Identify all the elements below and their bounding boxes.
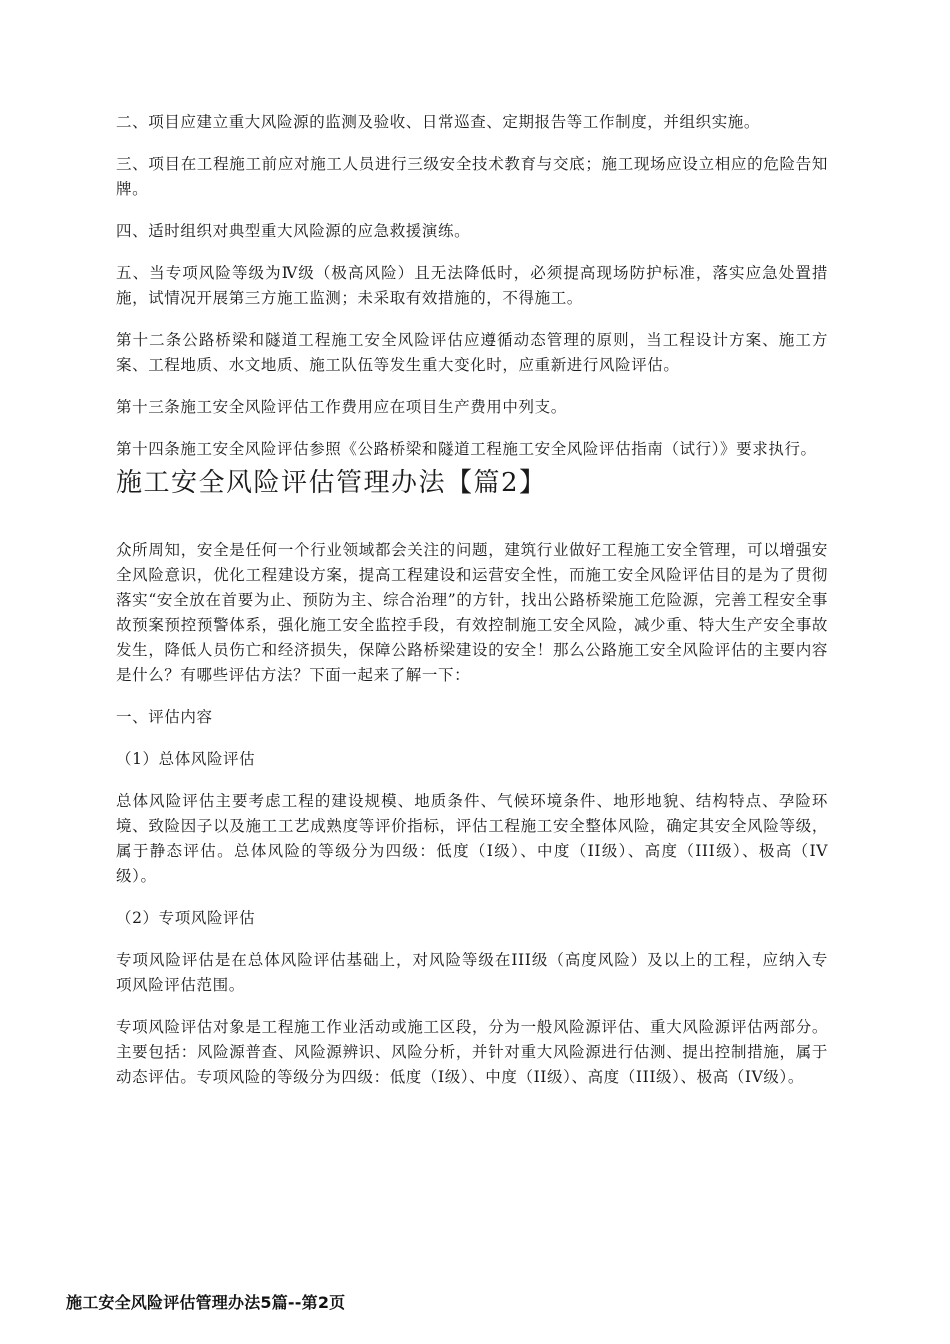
paragraph-overall-risk: 总体风险评估主要考虑工程的建设规模、地质条件、气候环境条件、地形地貌、结构特点、孕险环境、致险因子以及施工工艺成熟度等评价指标，评估工程施工安全整体风险，确定其安全风险等级，属于静态评估。总体风险的等级分为四级：低度（I级）、中度（II级）、高度（III级）、极高（IV级）。 (116, 792, 828, 885)
paragraph-article-12: 第十二条公路桥梁和隧道工程施工安全风险评估应遵循动态管理的原则，当工程设计方案、施工方案、工程地质、水文地质、施工队伍等发生重大变化时，应重新进行风险评估。 (116, 331, 828, 374)
paragraph-level-iv-risk: 五、当专项风险等级为Ⅳ级（极高风险）且无法降低时，必须提高现场防护标准，落实应急处置措施，试情况开展第三方施工监测；未采取有效措施的，不得施工。 (116, 264, 828, 307)
paragraph-introduction: 众所周知，安全是任何一个行业领域都会关注的问题，建筑行业做好工程施工安全管理，可以增强安全风险意识，优化工程建设方案，提高工程建设和运营安全性，而施工安全风险评估目的是为了贯彻落实“安全放在首要为止、预防为主、综合治理”的方针，找出公路桥梁施工危险源，完善工程安全事故预案预控预警体系，强化施工安全监控手段，有效控制施工安全风险，减少重、特大生产安全事故发生，降低人员伤亡和经济损失，保障公路桥梁建设的安全！那么公路施工安全风险评估的主要内容是什么？有哪些评估方法？下面一起来了解一下： (116, 541, 828, 684)
subheading-special-risk: （2）专项风险评估 (116, 909, 256, 927)
paragraph-article-14: 第十四条施工安全风险评估参照《公路桥梁和隧道工程施工安全风险评估指南（试行）》要求执行。 (116, 440, 817, 458)
subheading-assessment-content: 一、评估内容 (116, 708, 213, 726)
paragraph-emergency-drill: 四、适时组织对典型重大风险源的应急救援演练。 (116, 222, 471, 240)
section-heading: 施工安全风险评估管理办法【篇2】 (116, 468, 547, 498)
document-body (116, 110, 828, 1107)
paragraph-safety-education: 三、项目在工程施工前应对施工人员进行三级安全技术教育与交底；施工现场应设立相应的危险告知牌。 (116, 155, 828, 198)
paragraph-special-risk-objects: 专项风险评估对象是工程施工作业活动或施工区段，分为一般风险源评估、重大风险源评估两部分。主要包括：风险源普查、风险源辨识、风险分析，并针对重大风险源进行估测、提出控制措施，属于动态评估。专项风险的等级分为四级：低度（I级）、中度（II级）、高度（III级）、极高（IV级）。 (116, 1018, 828, 1086)
paragraph-article-13: 第十三条施工安全风险评估工作费用应在项目生产费用中列支。 (116, 398, 567, 416)
subheading-overall-risk: （1）总体风险评估 (116, 750, 256, 768)
paragraph-special-risk-scope: 专项风险评估是在总体风险评估基础上，对风险等级在III级（高度风险）及以上的工程，应纳入专项风险评估范围。 (116, 951, 828, 994)
paragraph-monitoring-system: 二、项目应建立重大风险源的监测及验收、日常巡查、定期报告等工作制度，并组织实施。 (116, 113, 761, 131)
page-footer: 施工安全风险评估管理办法5篇--第2页 (66, 1293, 346, 1312)
